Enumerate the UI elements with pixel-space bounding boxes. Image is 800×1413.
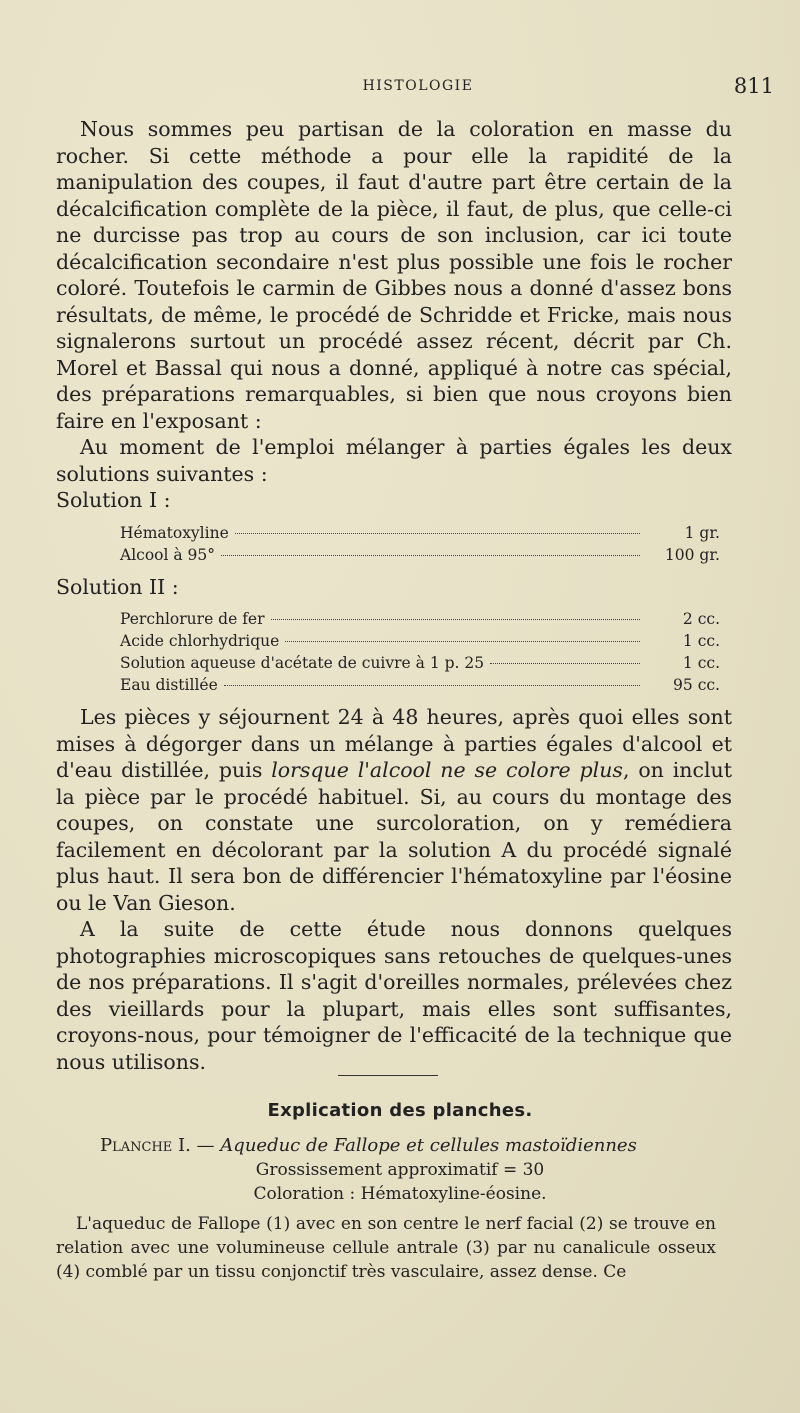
plate-magnification: Grossissement approximatif = 30 (255, 1160, 545, 1180)
page-header (56, 74, 780, 104)
page-number: 811 (733, 74, 774, 98)
recipe-row (120, 630, 720, 652)
recipe-row (120, 652, 720, 674)
paragraph-procedure (56, 704, 732, 916)
recipe-row (120, 608, 720, 630)
plate-description-text: L'aqueduc de Fallope (1) avec en son centre le nerf facial (2) se trouve en relation avec une volumineuse cellule antrale (3) par nu canalicule osseux (4) comblé par un tissu conjonctif très vasculaire, assez dense. Ce (56, 1214, 716, 1282)
ingredient-name: Perchlorure de fer (120, 610, 265, 628)
ingredient-name: Eau distillée (120, 676, 218, 694)
plate-staining: Coloration : Hématoxyline-éosine. (253, 1184, 547, 1204)
paragraph-coloration: Nous sommes peu partisan de la coloration en masse du rocher. Si cette méthode a pour elle la rapidité de la manipulation des coupes, il faut d'autre part être certain de la décalcification complète de la pièce, il faut, de plus, que celle-ci ne durcisse pas trop au cours de son inclusion, car ici toute décalcification secondaire n'est plus possible une fois le rocher coloré. Toutefois le carmin de Gibbes nous a donné d'assez bons résultats, de même, le procédé de Schridde et Fricke, mais nous signalerons surtout un procédé assez récent, décrit par Ch. Morel et Bassal qui nous a donné, appliqué à notre cas spécial, des préparations remarquables, si bien que nous croyons bien faire en l'exposant : (56, 117, 732, 433)
plate-1-description (56, 1212, 716, 1284)
leader-dots (271, 619, 640, 620)
plates-title: Explication des planches. (267, 1100, 533, 1121)
leader-dots (235, 533, 640, 534)
plate-label: Planche I. — (100, 1135, 215, 1156)
procedure-text-start: Les pièces y séjournent 24 à 48 heures, après quoi elles sont mises à dégorger dans un mélange à parties égales d'alcool et d'eau distillée, puis (56, 705, 732, 782)
leader-dots (285, 641, 640, 642)
ingredient-quantity: 1 cc. (682, 632, 720, 650)
ingredient-quantity: 1 cc. (682, 654, 720, 672)
solution-1-label: Solution I : (56, 488, 171, 512)
recipe-row (120, 544, 720, 566)
solution-1-recipe (120, 522, 720, 566)
leader-dots (221, 555, 640, 556)
recipe-row (120, 522, 720, 544)
ingredient-name: Alcool à 95° (120, 545, 216, 564)
recipe-row (120, 674, 720, 696)
ingredient-quantity: 1 gr. (684, 523, 720, 542)
procedure-text-end: , on inclut la pièce par le procédé habituel. Si, au cours du montage des coupes, on constate une surcoloration, on y remédiera facilement en décolorant par la solution A du procédé signalé plus haut. Il sera bon de différencier l'hématoxyline par l'éosine ou le Van Gieson. (56, 758, 732, 915)
ingredient-quantity: 95 cc. (673, 676, 720, 694)
procedure-emphasis: lorsque l'alcool ne se colore plus (271, 758, 623, 782)
solution-2-recipe (120, 608, 720, 696)
ingredient-name: Hématoxyline (120, 523, 229, 542)
ingredient-name: Acide chlorhydrique (120, 632, 280, 650)
plate-1-heading (100, 1134, 740, 1158)
section-divider (338, 1075, 438, 1076)
body-text (56, 116, 732, 1075)
paragraph-mixing: Au moment de l'emploi mélanger à parties égales les deux solutions suivantes : (56, 435, 732, 486)
ingredient-quantity: 100 gr. (664, 545, 720, 564)
leader-dots (490, 663, 640, 664)
solution-2-label: Solution II : (56, 574, 179, 599)
ingredient-name: Solution aqueuse d'acétate de cuivre à 1 p. 25 (120, 654, 485, 672)
running-head: HISTOLOGIE (362, 78, 474, 94)
leader-dots (224, 685, 640, 686)
paragraph-photographs: A la suite de cette étude nous donnons quelques photographies microscopiques sans retouches de quelques-unes de nos préparations. Il s'agit d'oreilles normales, prélevées chez des vieillards pour la plupart, mais elles sont suffisantes, croyons-nous, pour témoigner de l'efficacité de la technique que nous utilisons. (56, 917, 732, 1074)
plate-title: Aqueduc de Fallope et cellules mastoïdiennes (220, 1135, 637, 1156)
ingredient-quantity: 2 cc. (682, 610, 720, 628)
